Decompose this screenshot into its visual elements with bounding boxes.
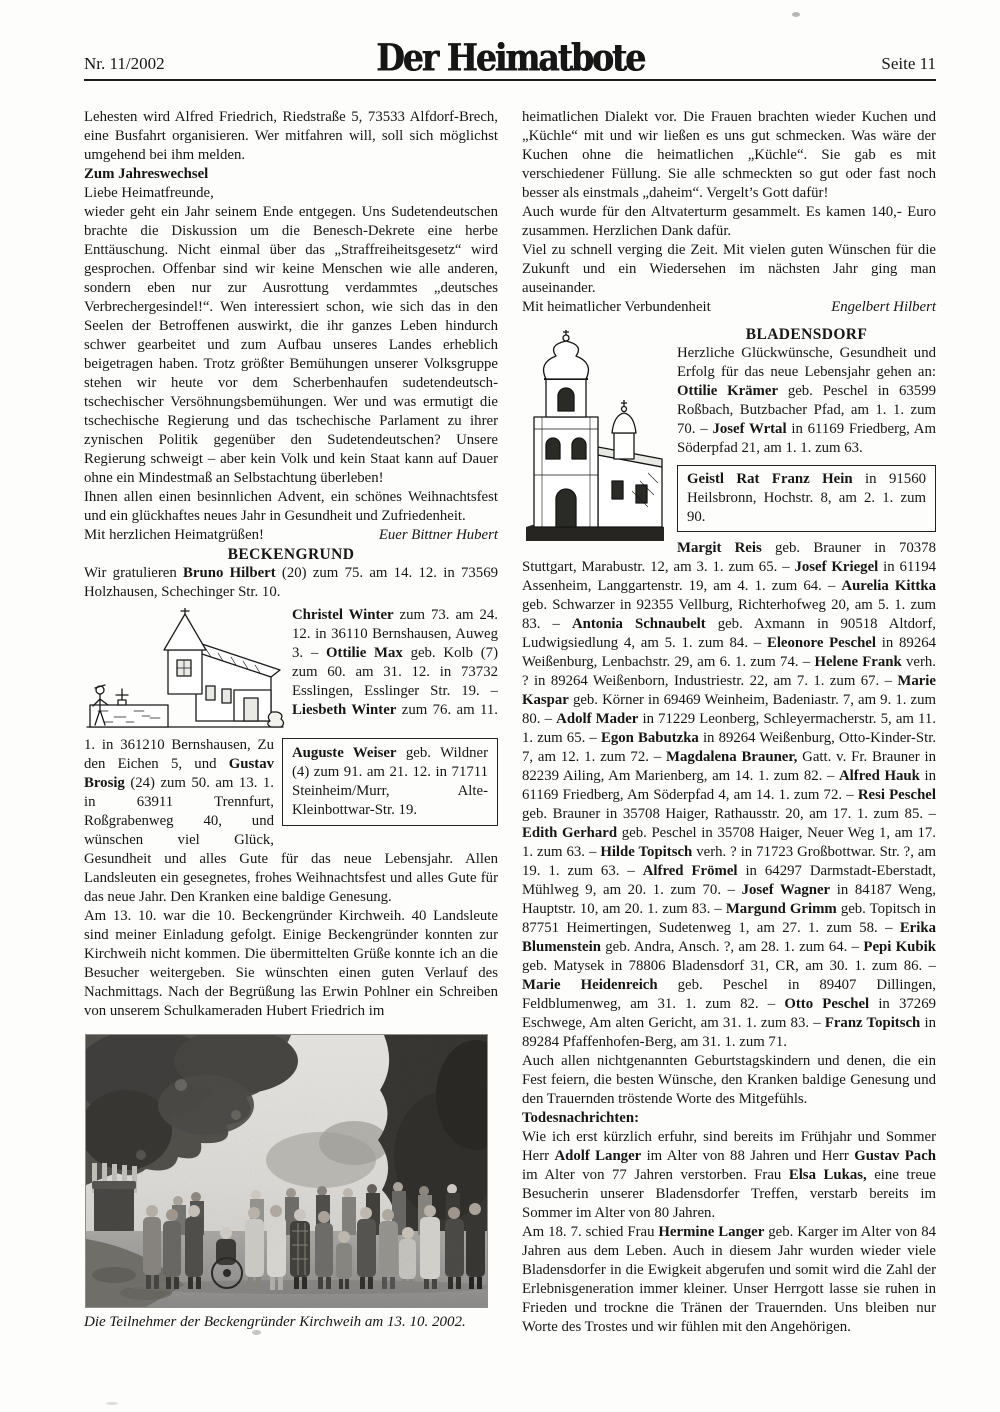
masthead-title: Der Heimatbote: [375, 35, 645, 80]
greeting-text-right: Mit heimatlicher Verbundenheit: [522, 299, 711, 315]
paragraph-abschied: Viel zu schnell verging die Zeit. Mit vielen guten Wünschen für die Zukunft und ein Wiedersehen im nächsten Jahr ging man auseinander.: [522, 242, 936, 296]
heading-todesnachrichten: Todesnachrichten:: [522, 1110, 640, 1126]
heading-beckengrund: BECKENGRUND: [227, 546, 355, 563]
paragraph-todes-1: Wie ich erst kürzlich erfuhr, sind bereits im Frühjahr und Sommer Herr Adolf Langer im Alter von 88 Jahren und Herr Gustav Pach im Alter von 77 Jahren verstorben. Frau Elsa Lukas, eine treue Besucherin unserer Bladensdorfer Treffen, verstarb bereits im Sommer im Alter von 80 Jahren.: [522, 1129, 936, 1221]
paragraph-advent: Ihnen allen einen besinnlichen Advent, ein schönes Weihnachtsfest und ein glückhaftes neues Jahr in Gesundheit und Zufriedenheit.: [84, 489, 498, 524]
heading-bladensdorf: BLADENSDORF: [745, 326, 868, 343]
salutation: Liebe Heimatfreunde,: [84, 185, 214, 201]
group-photo-scene: [86, 1035, 487, 1307]
signature-line-left-col: [84, 526, 498, 545]
paragraph-kirchweih: Am 13. 10. war die 10. Beckengründer Kirchweih. 40 Landsleute sind meiner Einladung gefolgt. Einige Beckengründer konnten zur Kirchweih nicht kommen. Die übermittelten Grüße konnte ich an die Besucher weitergeben. Sie wünschten einen guten Verlauf des Nachmittags. Nach der Begrüßung las Erwin Pohlner ein Schreiben von unserem Schulkameraden Hubert Friedrich im: [84, 908, 498, 1019]
paragraph-birthday-list: Margit Reis geb. Brauner in 70378 Stuttgart, Marabustr. 12, am 3. 1. zum 65. – Josef Kriegel in 61194 Assenheim, Langgartenstr. 19, am 4. 1. zum 64. – Aurelia Kittka geb. Schwarzer in 92355 Vellburg, Richterhofweg 20, am 5. 1. zum 83. – Antonia Schnaubelt geb. Axmann in 90518 Altdorf, Ludwigsiedlung 4, am 5. 1. zum 84. – Eleonore Peschel in 89264 Weißenburg, Lenbachstr. 29, am 6. 1. zum 74. – Helene Frank verh. ? in 89264 Weißenborn, Industriestr. 22, am 7. 1. zum 67. – Marie Kaspar geb. Körner in 69469 Weinheim, Badeniastr. 7, am 9. 1. zum 80. – Adolf Mader in 71229 Leonberg, Schleyermacherstr. 5, am 11. 1. zum 65. – Egon Babutzka in 89264 Weißenburg, Otto-Kinder-Str. 7, am 12. 1. zum 72. – Magdalena Brauner, Gatt. v. Fr. Brauner in 82239 Ailing, Am Marienberg, am 14. 1. zum 82. – Alfred Hauk in 61169 Friedberg, Am Söderpfad 4, am 14. 1. zum 72. – Resi Peschel geb. Brauner in 35708 Haiger, Rathausstr. 20, am 17. 1. zum 85. – Edith Gerhard geb. Peschel in 35708 Haiger, Neuer Weg 1, am 17. 1. zum 63. – Hilde Topitsch verh. ? in 71723 Großbottwar. Str. ?, am 19. 1. zum 63. – Alfred Frömel in 64297 Darmstadt-Eberstadt, Mühlweg 9, am 20. 1. zum 70. – Josef Wagner in 84187 Weng, Hauptstr. 10, am 20. 1. zum 83. – Margund Grimm geb. Topitsch in 87751 Heimertingen, Sudetenweg 1, am 27. 1. zum 58. – Erika Blumenstein geb. Andra, Ansch. ?, am 28. 1. zum 64. – Pepi Kubik geb. Matysek in 78806 Bladensdorf 31, CR, am 30. 1. zum 86. – Marie Heidenreich geb. Peschel in 89407 Dillingen, Feldblumenweg, am 31. 1. zum 82. – Otto Peschel in 37269 Eschwege, Am alten Gericht, am 31. 1. zum 83. – Franz Topitsch in 89284 Pfaffenhofen-Berg, am 31. 1. zum 71.: [522, 540, 936, 1050]
heading-jahreswechsel: Zum Jahreswechsel: [84, 166, 209, 182]
paragraph-alle-anderen: Auch allen nichtgenannten Geburtstagskindern und denen, die ein Fest feiern, die besten Wünsche, den Kranken baldige Genesung und den Trauernden tröstende Worte des Mitgefühls.: [522, 1053, 936, 1107]
content-columns: [84, 108, 936, 1337]
paragraph-birthdays-beckengrund: Christel Winter zum 73. am 24. 12. in 36110 Bernshausen, Auweg 3. – Ottilie Max geb. Kolb (7) zum 60. am 31. 12. in 73732 Esslingen, Esslinger Str. 19. – Liesbeth Winter zum 76. am 11. 1. in 361210 Bernshausen, Zu den Eichen 5, und Gustav Brosig (24) zum 50. am 13. 1. in 63911 Trennfurt, Roßgrabenweg 40, und wünschen viel Glück, Gesundheit und alles Gute für das neue Lebensjahr. Allen Landsleuten ein gesegnetes, frohes Weihnachtsfest und alles Gute für das neue Jahr. Den Kranken eine baldige Genesung.: [84, 607, 498, 905]
signature-engelbert-hilbert: Engelbert Hilbert: [831, 299, 936, 315]
paragraph-gratulation: Wir gratulieren Bruno Hilbert (20) zum 75. am 14. 12. in 73569 Holzhausen, Schechinger Str. 10.: [84, 565, 498, 600]
paragraph-glueckwuensche: Herzliche Glückwünsche, Gesundheit und Erfolg für das neue Lebensjahr gehen an: Ottilie Krämer geb. Peschel in 63599 Roßbach, Butzbacher Pfad, am 1. 1. zum 70. – Josef Wrtal in 61169 Friedberg, Am Söderpfad 21, am 1. 1. zum 63.: [677, 345, 936, 456]
beckengrund-block: [84, 606, 498, 907]
hein-notice-box: [677, 465, 936, 532]
left-column: [84, 108, 498, 1337]
paragraph-todes-2: Am 18. 7. schied Frau Hermine Langer geb. Karger im Alter von 84 Jahren aus dem Leben. Auch in diesem Jahr wurden wieder viele Bladensdorfer in die Ewigkeit abgerufen und somit wird die Zahl der Erlebnisgeneration immer kleiner. Unser Herrgott lasse sie ruhen in Frieden und trockne die Tränen der Trauernden. Uns bleiben nur Worte des Trostes und wir fühlen mit den Angehörigen.: [522, 1224, 936, 1335]
right-column: [522, 108, 936, 1337]
kirchweih-group-photo: [85, 1034, 488, 1308]
baroque-church-illustration: [522, 329, 668, 547]
page-header: [84, 35, 936, 81]
village-church-illustration: [84, 608, 286, 736]
issue-number: Nr. 11/2002: [84, 54, 165, 74]
signature-line-right-col: [522, 298, 936, 317]
paragraph-dialekt: heimatlichen Dialekt vor. Die Frauen brachten wieder Kuchen und „Küchle“ mit und wir ließen es uns gut schmecken. Was wäre der Kuchen ohne die heimatlichen „Küchle“. Sie gab es mit verschiedener Füllung. Sie alle schmeckten so gut oder fast noch besser als einstmals „daheim“. Vergelt’s Gott dafür!: [522, 109, 936, 201]
weiser-notice-box: [282, 738, 498, 826]
paragraph-weiser: Auguste Weiser geb. Wildner (4) zum 91. am 21. 12. in 71711 Steinheim/Murr, Alte-Kleinbottwar-Str. 19.: [292, 745, 488, 818]
paragraph-altvaterturm: Auch wurde für den Altvaterturm gesammelt. Es kamen 140,- Euro zusammen. Herzlichen Dank dafür.: [522, 204, 936, 239]
scan-artifact: [106, 1402, 118, 1405]
bladensdorf-block: [522, 325, 936, 1052]
greeting-text: Mit herzlichen Heimatgrüßen!: [84, 527, 264, 543]
photo-caption: Die Teilnehmer der Beckengründer Kirchweih am 13. 10. 2002.: [84, 1314, 466, 1330]
scan-artifact: [792, 12, 800, 17]
page-number: Seite 11: [881, 54, 936, 74]
scan-artifact: [252, 1330, 261, 1335]
paragraph-hein: Geistl Rat Franz Hein in 91560 Heilsbronn, Hochstr. 8, am 2. 1. zum 90.: [687, 471, 926, 525]
paragraph-lehesten: Lehesten wird Alfred Friedrich, Riedstraße 5, 73533 Alfdorf-Brech, eine Busfahrt organisieren. Wer mitfahren will, soll sich möglichst umgehend bei ihm melden.: [84, 109, 498, 163]
signature-bittner-hubert: Euer Bittner Hubert: [378, 527, 498, 543]
paragraph-jahreswechsel: wieder geht ein Jahr seinem Ende entgegen. Uns Sudetendeutschen brachte die Diskussion um die Benesch-Dekrete eine herbe Enttäuschung. Nicht einmal über das „Straffreiheitsgesetz“ wird gesprochen. Offenbar sind wir keine Menschen wie alle anderen, sondern eben nur zur Ausrottung verdammtes „deutsches Verbrechergesindel!“. Wen interessiert schon, wie sich das in den Seelen der Betroffenen auswirkt, die ihr ganzes Leben hindurch schwer gearbeitet und zum Aufbau unseres Landes erheblich beigetragen haben. Trotz größter Bemühungen unserer Volksgruppe stehen wir heute vor dem Scherbenhaufen sudetendeutsch-tschechischer Versöhnungsbemühungen. Wer und was ermutigt die tschechische Regierung und das tschechische Parlament zu ihrer zynischen Politik gegenüber den Sudetendeutschen? Unsere Regierung schweigt – aber kein Volk und kein Staat kann auf Dauer ohne ein Mindestmaß an Selbstachtung überleben!: [84, 204, 498, 486]
